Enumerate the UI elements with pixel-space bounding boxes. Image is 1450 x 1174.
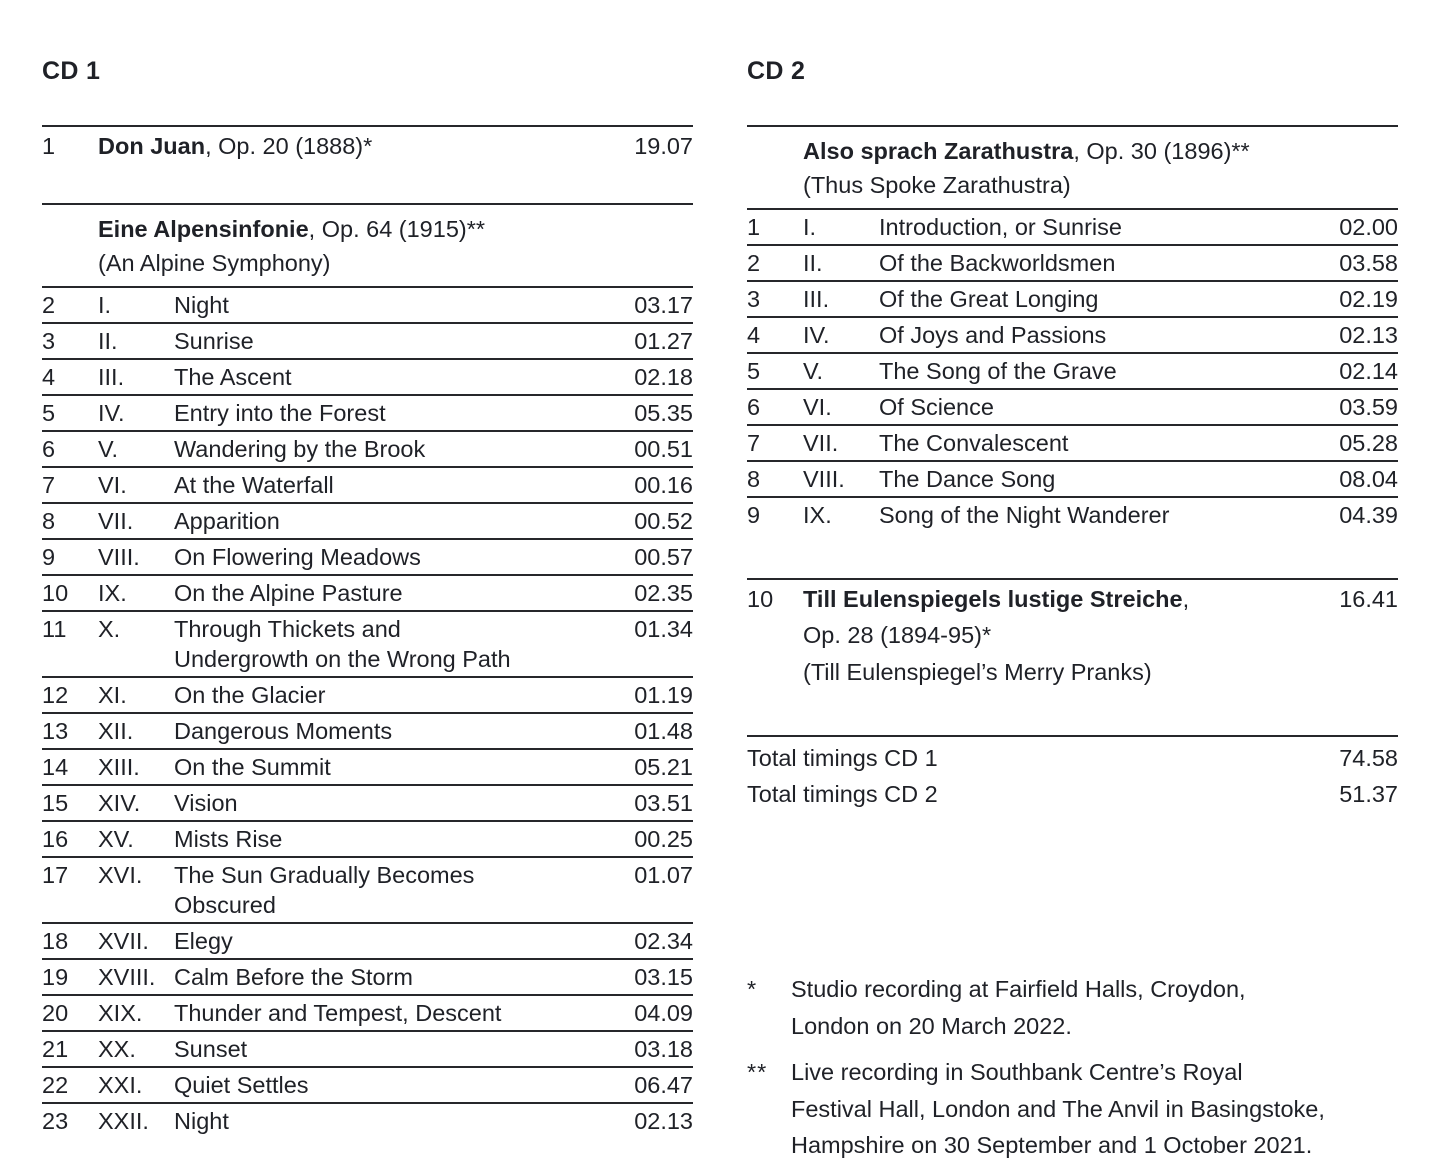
text-line: Night xyxy=(174,292,229,318)
track-title xyxy=(174,860,634,920)
movement-numeral: XIII. xyxy=(98,754,140,780)
movement-numeral: XXI. xyxy=(98,1072,143,1098)
total-timings-label: Total timings CD 1 xyxy=(747,745,938,771)
work-subtitle: (Thus Spoke Zarathustra) xyxy=(803,172,1071,198)
track-title xyxy=(174,326,634,356)
track-title xyxy=(174,542,634,572)
track-duration: 02.19 xyxy=(1339,286,1398,312)
work-title-line xyxy=(98,131,634,162)
track-number: 5 xyxy=(42,400,56,426)
text-line: On the Glacier xyxy=(174,682,326,708)
track-row xyxy=(42,1066,693,1102)
track-duration: 00.25 xyxy=(634,826,693,852)
track-row xyxy=(42,466,693,502)
track-duration: 03.58 xyxy=(1339,250,1398,276)
movement-numeral: XVII. xyxy=(98,928,149,954)
track-duration: 03.15 xyxy=(634,964,693,990)
track-duration: 02.13 xyxy=(1339,322,1398,348)
cd1-tracklist xyxy=(42,125,693,1138)
text-line: Hampshire on 30 September and 1 October 2021. xyxy=(791,1132,1313,1158)
track-row xyxy=(747,460,1398,496)
movement-numeral: XIV. xyxy=(98,790,141,816)
track-title xyxy=(879,392,1339,422)
text-line: Through Thickets and xyxy=(174,616,401,642)
track-number: 2 xyxy=(747,250,761,276)
track-duration: 02.14 xyxy=(1339,358,1398,384)
work-header-text xyxy=(98,212,693,280)
work-title-bold: Till Eulenspiegels lustige Streiche xyxy=(803,586,1183,612)
text-line: Dangerous Moments xyxy=(174,718,393,744)
track-title xyxy=(174,716,634,746)
movement-numeral: II. xyxy=(98,328,118,354)
text-line: Vision xyxy=(174,790,238,816)
track-number: 1 xyxy=(747,214,761,240)
track-title xyxy=(174,506,634,536)
movement-numeral: VIII. xyxy=(98,544,140,570)
track-title xyxy=(879,464,1339,494)
text-line: The Dance Song xyxy=(879,466,1056,492)
track-row xyxy=(42,676,693,712)
total-timings-value: 51.37 xyxy=(1339,781,1398,807)
text-line: Night xyxy=(174,1108,229,1134)
track-title xyxy=(174,1070,634,1100)
track-row xyxy=(747,352,1398,388)
track-number: 7 xyxy=(42,472,56,498)
track-row xyxy=(42,922,693,958)
track-number: 8 xyxy=(42,508,56,534)
text-line: Sunrise xyxy=(174,328,254,354)
track-row xyxy=(42,748,693,784)
work-title-rest: , Op. 30 (1896)** xyxy=(1073,138,1250,164)
track-title xyxy=(174,824,634,854)
track-title xyxy=(879,320,1339,350)
track-number: 19 xyxy=(42,964,69,990)
track-number: 11 xyxy=(42,616,67,642)
text-line: Of the Backworldsmen xyxy=(879,250,1116,276)
track-title xyxy=(879,248,1339,278)
track-row xyxy=(42,820,693,856)
track-number: 6 xyxy=(747,394,761,420)
track-title xyxy=(174,680,634,710)
text-line: The Ascent xyxy=(174,364,292,390)
work-title-line xyxy=(803,584,1339,615)
track-title xyxy=(174,1106,634,1136)
track-row xyxy=(42,712,693,748)
work-title-extra-lines xyxy=(803,617,1339,691)
track-number: 7 xyxy=(747,430,761,456)
cd1-column xyxy=(42,0,693,1138)
text-line: Wandering by the Brook xyxy=(174,436,426,462)
track-number: 10 xyxy=(42,580,69,606)
track-number: 14 xyxy=(42,754,69,780)
movement-numeral: I. xyxy=(803,214,817,240)
track-number: 4 xyxy=(747,322,761,348)
text-line: Elegy xyxy=(174,928,233,954)
work-header xyxy=(747,125,1398,208)
track-row xyxy=(42,784,693,820)
track-duration: 02.13 xyxy=(634,1108,693,1134)
total-timings-value: 74.58 xyxy=(1339,745,1398,771)
text-line: Obscured xyxy=(174,892,276,918)
track-number: 16 xyxy=(42,826,69,852)
track-duration: 03.17 xyxy=(634,292,693,318)
track-number: 20 xyxy=(42,1000,69,1026)
track-row xyxy=(747,424,1398,460)
track-row xyxy=(747,208,1398,244)
movement-numeral: IV. xyxy=(98,400,125,426)
cd2-heading: CD 2 xyxy=(747,57,806,85)
work-title-rest: , Op. 64 (1915)** xyxy=(308,216,486,242)
track-title xyxy=(174,290,634,320)
text-line: Festival Hall, London and The Anvil in Basingstoke, xyxy=(791,1095,1325,1122)
track-row xyxy=(42,856,693,922)
movement-numeral: IV. xyxy=(803,322,830,348)
track-row xyxy=(42,358,693,394)
movement-numeral: XI. xyxy=(98,682,127,708)
text-line: Quiet Settles xyxy=(174,1072,309,1098)
text-line: The Song of the Grave xyxy=(879,358,1117,384)
track-title xyxy=(879,428,1339,458)
track-row xyxy=(42,1102,693,1138)
track-number: 3 xyxy=(42,328,56,354)
text-line: Thunder and Tempest, Descent xyxy=(174,1000,502,1026)
movement-numeral: V. xyxy=(803,358,824,384)
text-line: On the Summit xyxy=(174,754,331,780)
text-line: Of the Great Longing xyxy=(879,286,1099,312)
track-duration: 16.41 xyxy=(1339,586,1398,612)
track-number: 12 xyxy=(42,682,69,708)
track-number: 5 xyxy=(747,358,761,384)
track-duration: 01.34 xyxy=(634,616,693,642)
text-line: Live recording in Southbank Centre’s Royal xyxy=(791,1059,1243,1085)
track-row xyxy=(42,610,693,676)
footnote-marker: ** xyxy=(747,1059,768,1085)
total-timings-row xyxy=(747,735,1398,776)
track-row xyxy=(42,430,693,466)
track-row xyxy=(747,316,1398,352)
track-title xyxy=(174,962,634,992)
track-duration: 03.18 xyxy=(634,1036,693,1062)
work-title-rest: , xyxy=(1182,586,1190,612)
work-title xyxy=(98,131,634,162)
text-line: At the Waterfall xyxy=(174,472,334,498)
movement-numeral: XIX. xyxy=(98,1000,143,1026)
movement-numeral: IX. xyxy=(98,580,127,606)
track-row xyxy=(747,280,1398,316)
text-line: Calm Before the Storm xyxy=(174,964,414,990)
track-row xyxy=(747,496,1398,532)
footnote-text xyxy=(791,1054,1398,1164)
work-title-line xyxy=(803,134,1398,168)
cd1-heading: CD 1 xyxy=(42,57,101,85)
track-title xyxy=(174,788,634,818)
track-duration: 04.39 xyxy=(1339,502,1398,528)
work-title-rest: , Op. 20 (1888)* xyxy=(205,133,373,159)
cd2-tracklist xyxy=(747,125,1398,812)
track-number: 1 xyxy=(42,133,56,159)
work-subtitle: (An Alpine Symphony) xyxy=(98,250,331,276)
track-title xyxy=(174,578,634,608)
text-line: (Till Eulenspiegel’s Merry Pranks) xyxy=(803,659,1152,685)
footnote-text xyxy=(791,971,1398,1044)
track-title xyxy=(174,614,634,674)
movement-numeral: III. xyxy=(98,364,125,390)
movement-numeral: VI. xyxy=(803,394,832,420)
track-row xyxy=(42,322,693,358)
text-line: Mists Rise xyxy=(174,826,283,852)
track-title xyxy=(174,1034,634,1064)
track-duration: 02.34 xyxy=(634,928,693,954)
track-number: 13 xyxy=(42,718,69,744)
work-row xyxy=(42,125,693,203)
track-number: 2 xyxy=(42,292,56,318)
track-title xyxy=(174,470,634,500)
track-duration: 00.57 xyxy=(634,544,693,570)
track-title xyxy=(174,926,634,956)
total-timings-label: Total timings CD 2 xyxy=(747,781,938,807)
track-duration: 04.09 xyxy=(634,1000,693,1026)
movement-numeral: XVI. xyxy=(98,862,143,888)
track-duration: 00.16 xyxy=(634,472,693,498)
track-title xyxy=(879,356,1339,386)
track-title xyxy=(174,398,634,428)
track-number: 9 xyxy=(747,502,761,528)
movement-numeral: VIII. xyxy=(803,466,845,492)
text-line: Song of the Night Wanderer xyxy=(879,502,1170,528)
track-number: 18 xyxy=(42,928,69,954)
track-duration: 05.35 xyxy=(634,400,693,426)
track-number: 10 xyxy=(747,586,774,612)
track-duration: 08.04 xyxy=(1339,466,1398,492)
track-title xyxy=(174,362,634,392)
text-line: On Flowering Meadows xyxy=(174,544,421,570)
text-line: Entry into the Forest xyxy=(174,400,386,426)
track-duration: 02.35 xyxy=(634,580,693,606)
track-number: 3 xyxy=(747,286,761,312)
work-header-text xyxy=(803,134,1398,202)
cd2-column xyxy=(747,0,1398,1174)
movement-numeral: II. xyxy=(803,250,823,276)
movement-numeral: VI. xyxy=(98,472,127,498)
movement-numeral: VII. xyxy=(803,430,839,456)
track-duration: 00.51 xyxy=(634,436,693,462)
movement-numeral: XVIII. xyxy=(98,964,156,990)
track-row xyxy=(42,958,693,994)
track-row xyxy=(747,388,1398,424)
movement-numeral: X. xyxy=(98,616,121,642)
track-number: 8 xyxy=(747,466,761,492)
track-number: 9 xyxy=(42,544,56,570)
track-duration: 05.21 xyxy=(634,754,693,780)
text-line: Op. 28 (1894-95)* xyxy=(803,622,992,648)
track-title xyxy=(174,752,634,782)
work-title xyxy=(803,584,1339,691)
footnote-marker: * xyxy=(747,976,758,1002)
text-line: The Sun Gradually Becomes xyxy=(174,862,475,888)
track-duration: 01.19 xyxy=(634,682,693,708)
total-timings-row xyxy=(747,776,1398,812)
work-row xyxy=(747,578,1398,693)
text-line: Apparition xyxy=(174,508,280,534)
footnote xyxy=(747,1054,1398,1164)
track-duration: 03.59 xyxy=(1339,394,1398,420)
text-line: London on 20 March 2022. xyxy=(791,1012,1072,1039)
track-title xyxy=(879,284,1339,314)
track-row xyxy=(747,244,1398,280)
track-row xyxy=(42,286,693,322)
movement-numeral: XV. xyxy=(98,826,134,852)
movement-numeral: XII. xyxy=(98,718,134,744)
text-line: Introduction, or Sunrise xyxy=(879,214,1122,240)
text-line: On the Alpine Pasture xyxy=(174,580,403,606)
work-header xyxy=(42,203,693,286)
text-line: Sunset xyxy=(174,1036,248,1062)
movement-numeral: III. xyxy=(803,286,830,312)
track-number: 23 xyxy=(42,1108,69,1134)
track-duration: 02.00 xyxy=(1339,214,1398,240)
text-line: Of Science xyxy=(879,394,994,420)
text-line: Undergrowth on the Wrong Path xyxy=(174,646,511,672)
track-number: 4 xyxy=(42,364,56,390)
track-duration: 06.47 xyxy=(634,1072,693,1098)
track-duration: 00.52 xyxy=(634,508,693,534)
work-title-line xyxy=(98,212,693,246)
movement-numeral: XX. xyxy=(98,1036,136,1062)
text-line: Of Joys and Passions xyxy=(879,322,1107,348)
track-number: 6 xyxy=(42,436,56,462)
track-number: 15 xyxy=(42,790,69,816)
track-row xyxy=(42,574,693,610)
track-duration: 01.48 xyxy=(634,718,693,744)
track-number: 21 xyxy=(42,1036,69,1062)
track-title xyxy=(879,212,1339,242)
track-duration: 19.07 xyxy=(634,133,693,159)
track-row xyxy=(42,502,693,538)
track-duration: 01.27 xyxy=(634,328,693,354)
movement-numeral: V. xyxy=(98,436,119,462)
footnote xyxy=(747,971,1398,1044)
track-row xyxy=(42,1030,693,1066)
track-row xyxy=(42,394,693,430)
footnotes-section xyxy=(747,971,1398,1164)
movement-numeral: XXII. xyxy=(98,1108,149,1134)
track-number: 17 xyxy=(42,862,69,888)
text-line: Studio recording at Fairfield Halls, Croydon, xyxy=(791,976,1246,1002)
movement-numeral: I. xyxy=(98,292,112,318)
track-duration: 02.18 xyxy=(634,364,693,390)
track-row xyxy=(42,994,693,1030)
work-title-bold: Don Juan xyxy=(98,133,206,159)
track-title xyxy=(879,500,1339,530)
track-title xyxy=(174,998,634,1028)
movement-numeral: VII. xyxy=(98,508,134,534)
work-title-bold: Also sprach Zarathustra xyxy=(803,138,1074,164)
work-title-bold: Eine Alpensinfonie xyxy=(98,216,309,242)
track-duration: 03.51 xyxy=(634,790,693,816)
movement-numeral: IX. xyxy=(803,502,832,528)
track-number: 22 xyxy=(42,1072,69,1098)
track-row xyxy=(42,538,693,574)
track-duration: 05.28 xyxy=(1339,430,1398,456)
track-duration: 01.07 xyxy=(634,862,693,888)
track-title xyxy=(174,434,634,464)
text-line: The Convalescent xyxy=(879,430,1069,456)
